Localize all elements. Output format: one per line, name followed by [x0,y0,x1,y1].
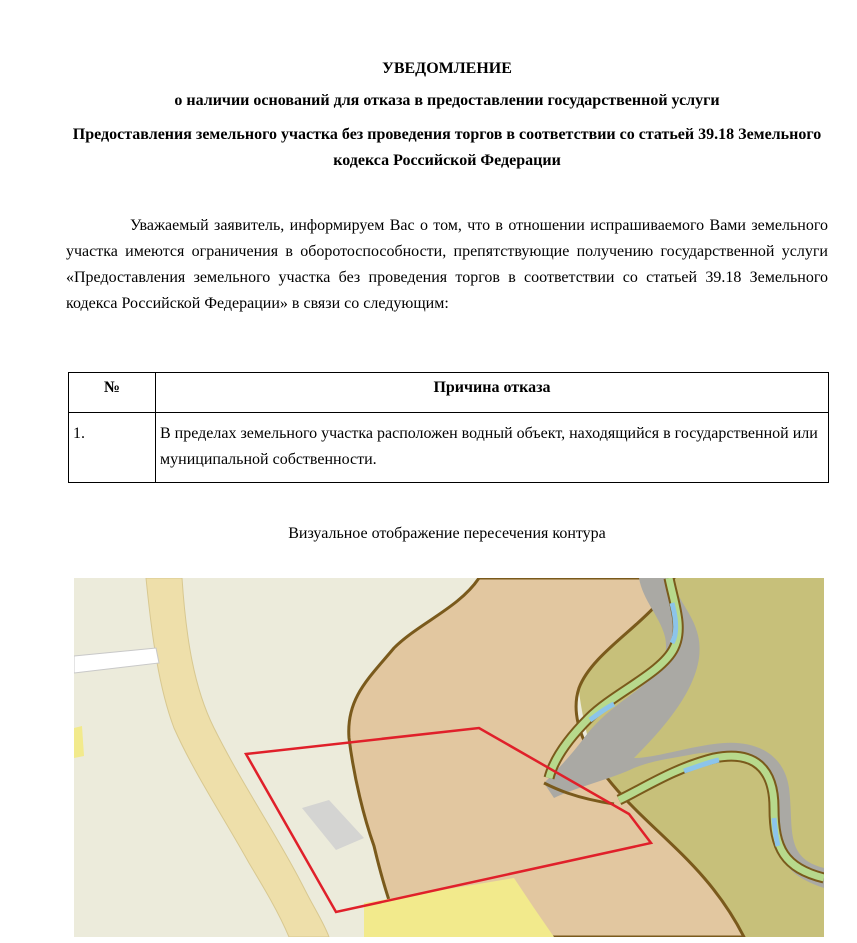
intersection-map [74,578,824,937]
row-reason: В пределах земельного участка расположен водный объект, находящийся в государственной или муниципальной собственности. [156,413,829,483]
header-reason: Причина отказа [156,373,829,413]
table-row [69,413,829,483]
map-caption: Визуальное отображение пересечения контура [288,525,606,542]
notice-title: УВЕДОМЛЕНИЕ [382,60,512,77]
table-header-row [69,373,829,413]
body-paragraph: Уважаемый заявитель, информируем Вас о том, что в отношении испрашиваемого Вами земельного участка имеются ограничения в оборотоспособности, препятствующие получению государственной услуги «Предоставления земельного участка без проведения торгов в соответствии со статьей 39.18 Земельного кодекса Российской Федерации» в связи со следующим: [66,217,828,312]
row-number: 1. [69,413,156,483]
header-number: № [69,373,156,413]
map-svg [74,578,824,937]
notice-subtitle: о наличии оснований для отказа в предоставлении государственной услуги [174,92,720,109]
reasons-table [68,372,829,483]
service-name: Предоставления земельного участка без проведения торгов в соответствии со статьей 39.18 Земельного кодекса Российской Федерации [72,126,822,169]
